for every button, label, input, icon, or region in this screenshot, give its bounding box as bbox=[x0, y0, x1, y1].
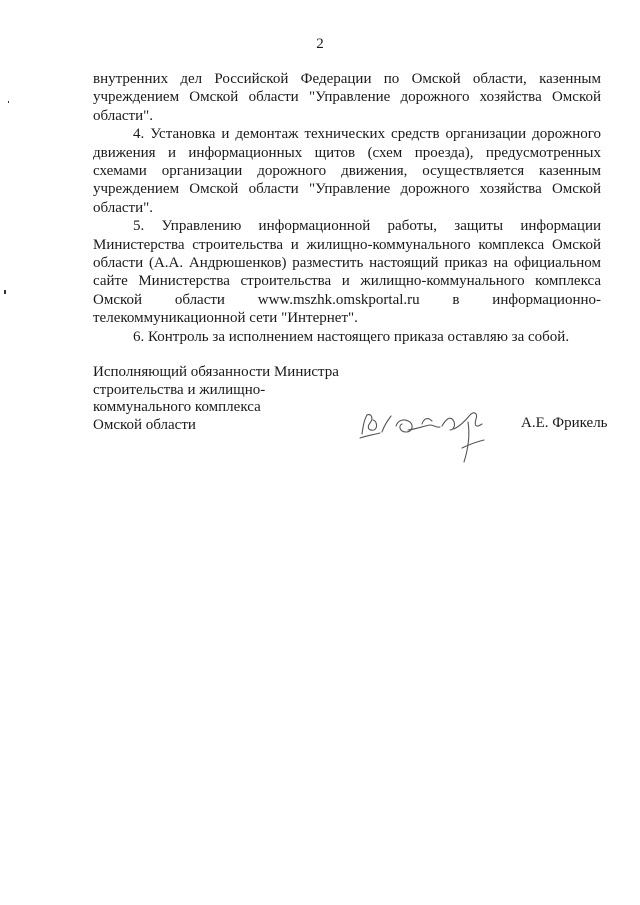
paragraph-item-4: 4. Установка и демонтаж технических средств организации дорожного движения и информационных щитов (схем проезда), предусмотренных схемами организации дорожного движения, осуществляется казенным учреждением Омской области "Управление дорожного хозяйства Омской области". bbox=[93, 126, 601, 216]
signatory-title-line: строительства и жилищно- bbox=[93, 381, 266, 398]
paragraph-item-5: 5. Управлению информационной работы, защиты информации Министерства строительства и жилищно-коммунального комплекса Омской области (А.А. Андрюшенков) разместить настоящий приказ на официальном сайте Министерства строительства и жилищно-коммунального комплекса Омской области www.mszhk.omskportal.ru в информационно-телекоммуникационной сети "Интернет". bbox=[93, 218, 601, 327]
document-body bbox=[93, 70, 601, 346]
signatory-title bbox=[93, 364, 339, 434]
signatory-title-line: Омской области bbox=[93, 416, 196, 433]
signatory-title-line: коммунального комплекса bbox=[93, 399, 261, 416]
handwritten-signature bbox=[358, 396, 503, 468]
scan-margin-mark bbox=[4, 290, 6, 294]
paragraph-item-6: 6. Контроль за исполнением настоящего приказа оставляю за собой. bbox=[133, 328, 570, 345]
page-number: 2 bbox=[316, 36, 324, 52]
scan-margin-mark bbox=[8, 101, 9, 103]
paragraph-continuation: внутренних дел Российской Федерации по Омской области, казенным учреждением Омской области "Управление дорожного хозяйства Омской области". bbox=[93, 71, 601, 124]
signatory-title-line: Исполняющий обязанности Министра bbox=[93, 364, 339, 380]
signatory-name: А.Е. Фрикель bbox=[521, 415, 608, 431]
